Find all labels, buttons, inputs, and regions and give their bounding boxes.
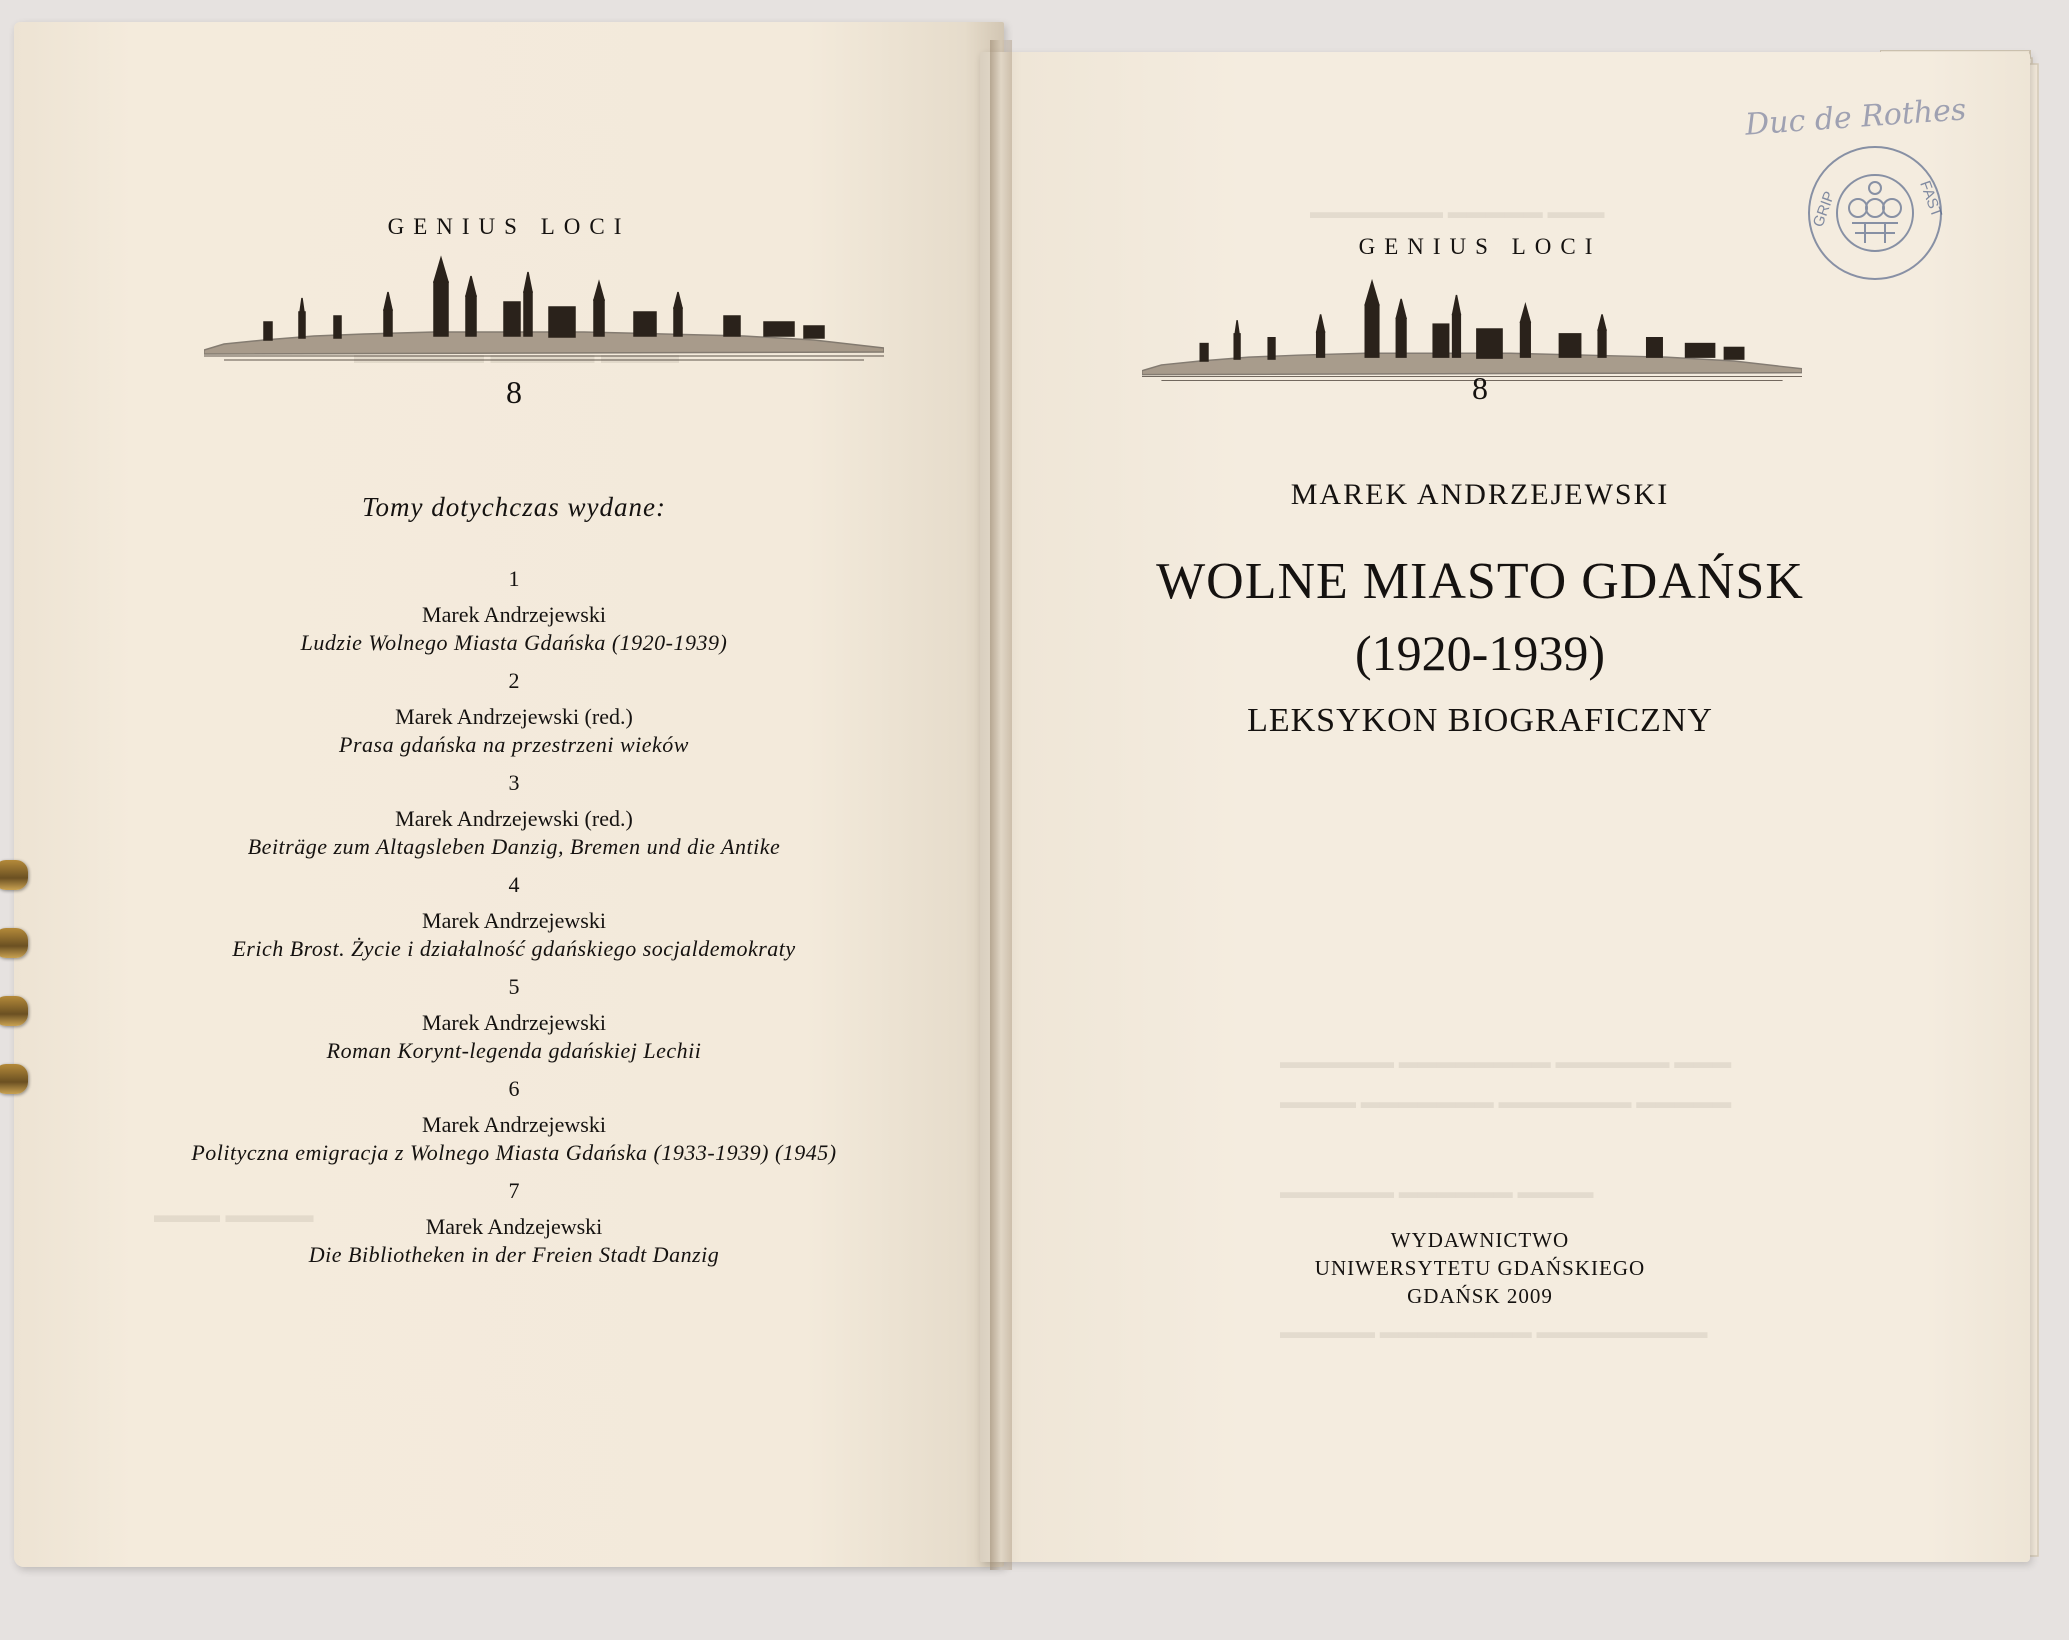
left-page [14, 22, 1004, 1567]
volume-author: Marek Andrzejewski [422, 1112, 606, 1137]
volume-number: 4 [508, 872, 520, 897]
series-number: 8 [506, 374, 522, 410]
book-subtitle: LEKSYKON BIOGRAFICZNY [1247, 702, 1713, 739]
volume-author: Marek Andzejewski [425, 1214, 603, 1239]
volume-author: Marek Andrzejewski (red.) [395, 704, 633, 729]
city-skyline-engraving [1142, 274, 1802, 384]
place-year: GDAŃSK 2009 [1407, 1284, 1553, 1308]
svg-text:GRIP: GRIP [1809, 189, 1839, 230]
publisher-line: WYDAWNICTWO [1390, 1228, 1570, 1252]
show-through-text: ▬▬▬ ▬▬▬▬ ▬▬▬▬▬ [354, 340, 679, 369]
volume-number: 2 [508, 668, 520, 693]
series-name: GENIUS LOCI [1358, 234, 1602, 259]
volume-title: Roman Korynt-legenda gdańskiej Lechii [326, 1038, 702, 1063]
show-through-text: ▬▬▬ ▬▬▬▬ [154, 1202, 314, 1227]
show-through-text: ▬▬▬▬ ▬▬▬▬▬▬▬ ▬▬▬▬▬▬▬ ▬▬▬▬▬ [1280, 1092, 1732, 1113]
right-page [980, 52, 2030, 1562]
volume-title: Prasa gdańska na przestrzeni wieków [339, 732, 689, 757]
owner-signature: Duc de Rothes [1744, 92, 1968, 143]
volumes-heading: Tomy dotychczas wydane: [362, 492, 666, 522]
show-through-text: ▬▬▬▬▬ ▬▬▬▬▬▬▬▬ ▬▬▬▬▬▬▬▬▬ [1280, 1322, 1708, 1343]
volume-number: 6 [508, 1076, 520, 1101]
ownership-stamp [1800, 138, 1950, 288]
series-number: 8 [1472, 370, 1488, 406]
binding-ring [0, 928, 28, 958]
volume-author: Marek Andrzejewski [422, 602, 606, 627]
volume-number: 1 [508, 566, 520, 591]
book-author: MAREK ANDRZEJEWSKI [1290, 478, 1670, 511]
book-years: (1920-1939) [1355, 625, 1605, 681]
svg-text:FAST: FAST [1916, 178, 1946, 220]
volume-author: Marek Andrzejewski [422, 1010, 606, 1035]
show-through-text: ▬▬▬▬▬▬ ▬▬▬▬▬▬▬▬ ▬▬▬▬▬▬ ▬▬▬ [1280, 1052, 1732, 1073]
show-through-text: ▬▬▬▬▬▬ ▬▬▬▬▬▬ ▬▬▬▬ [1280, 1182, 1594, 1203]
volume-author: Marek Andrzejewski [422, 908, 606, 933]
series-name: GENIUS LOCI [387, 214, 631, 239]
volume-title: Polityczna emigracja z Wolnego Miasta Gdańska (1933-1939) (1945) [191, 1140, 837, 1165]
publisher-line: UNIWERSYTETU GDAŃSKIEGO [1314, 1256, 1646, 1280]
book-title: WOLNE MIASTO GDAŃSK [1156, 553, 1804, 610]
volume-number: 3 [508, 770, 520, 795]
volume-number: 7 [508, 1178, 520, 1203]
volume-author: Marek Andrzejewski (red.) [395, 806, 633, 831]
volume-title: Erich Brost. Życie i działalność gdańskiego socjaldemokraty [232, 936, 796, 961]
volume-number: 5 [508, 974, 520, 999]
binding-ring [0, 860, 28, 890]
show-through-text: ▬▬▬▬▬▬▬ ▬▬▬▬▬ ▬▬▬ [1310, 202, 1605, 223]
book-gutter [990, 40, 1012, 1570]
binding-ring [0, 1064, 28, 1094]
binding-ring [0, 996, 28, 1026]
volume-title: Ludzie Wolnego Miasta Gdańska (1920-1939) [300, 630, 728, 655]
volume-title: Die Bibliotheken in der Freien Stadt Danzig [308, 1242, 720, 1267]
volume-title: Beiträge zum Altagsleben Danzig, Bremen und die Antike [247, 834, 781, 859]
